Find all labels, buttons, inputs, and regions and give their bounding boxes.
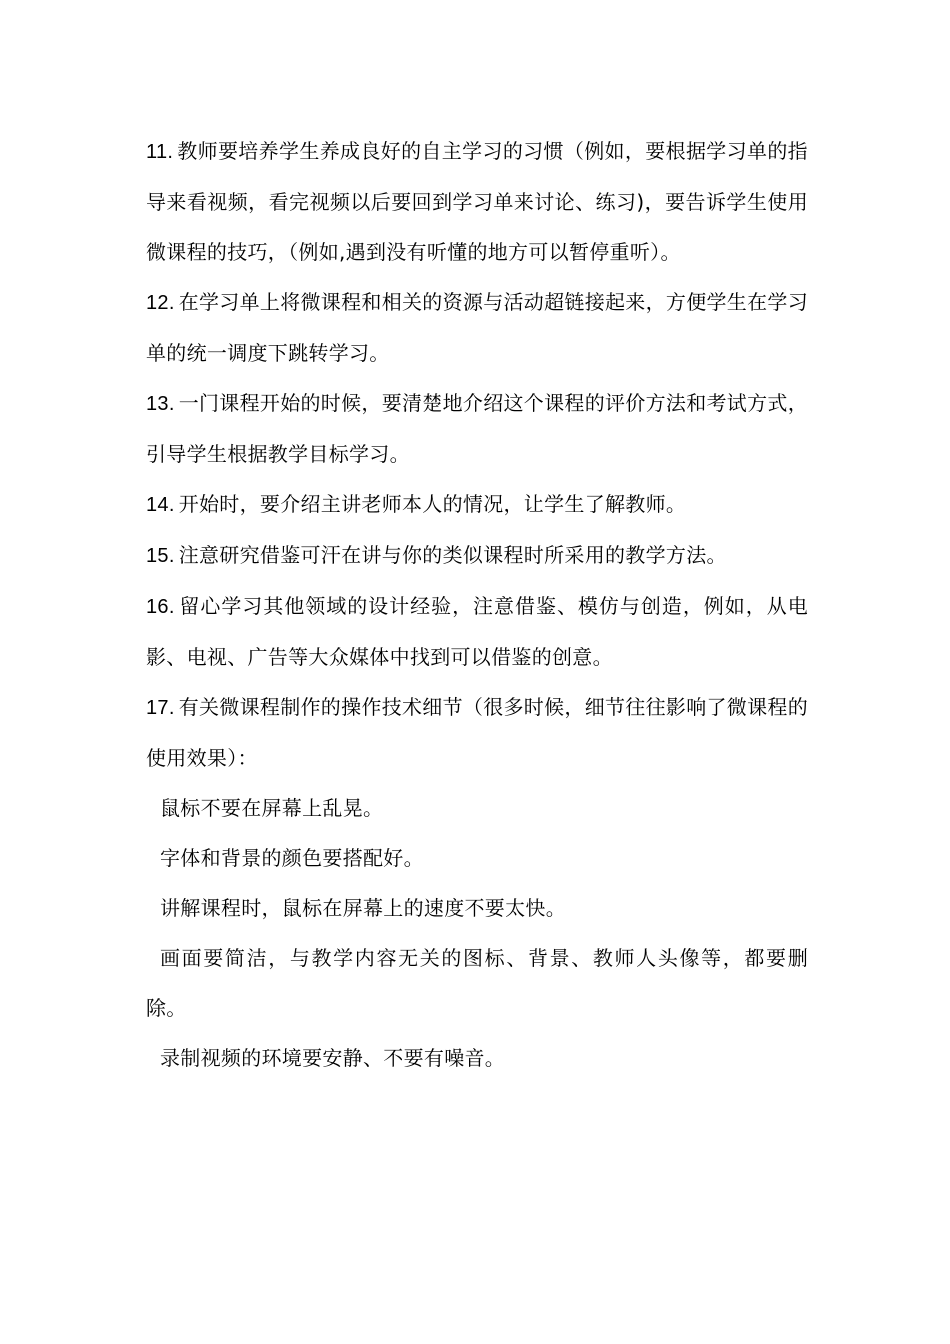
- item-number: 15.: [146, 545, 175, 567]
- item-text: 开始时，要介绍主讲老师本人的情况，让学生了解教师。: [178, 492, 687, 516]
- item-text: 注意研究借鉴可汗在讲与你的类似课程时所采用的教学方法。: [178, 543, 727, 567]
- item-text: 教师要培养学生养成良好的自主学习的习惯（例如，要根据学习单的指导来看视频，看完视频以后要回到学习单来讨论、练习)，要告诉学生使用微课程的技巧，（例如,遇到没有听懂的地方可以暂停重听）。: [146, 139, 808, 264]
- list-item-15: [146, 530, 808, 581]
- sub-item: 讲解课程时，鼠标在屏幕上的速度不要太快。: [160, 896, 566, 920]
- list-item-17: [146, 682, 808, 783]
- sub-item: 字体和背景的颜色要搭配好。: [160, 846, 424, 870]
- sub-item: 录制视频的环境要安静、不要有噪音。: [160, 1046, 506, 1070]
- item-text: 一门课程开始的时候，要清楚地介绍这个课程的评价方法和考试方式，引导学生根据教学目标学习。: [146, 391, 809, 466]
- list-item-11: [146, 126, 808, 277]
- item-number: 11.: [146, 141, 174, 163]
- item-number: 17.: [146, 697, 175, 719]
- item-number: 16.: [146, 596, 175, 618]
- item-number: 13.: [146, 393, 175, 415]
- sub-item: 鼠标不要在屏幕上乱晃。: [160, 796, 384, 820]
- item-number: 12.: [146, 292, 175, 314]
- list-item-16: [146, 581, 808, 682]
- document-body: [146, 126, 808, 1083]
- list-item-14: [146, 479, 808, 530]
- item-number: 14.: [146, 494, 175, 516]
- item-text: 在学习单上将微课程和相关的资源与活动超链接起来，方便学生在学习单的统一调度下跳转学习。: [146, 290, 809, 365]
- list-item-13: [146, 378, 808, 479]
- item-text: 留心学习其他领域的设计经验，注意借鉴、模仿与创造，例如，从电影、电视、广告等大众媒体中找到可以借鉴的创意。: [146, 594, 808, 669]
- list-item-12: [146, 277, 808, 378]
- sub-item: 画面要简洁，与教学内容无关的图标、背景、教师人头像等，都要删除。: [146, 946, 808, 1020]
- item-text: 有关微课程制作的操作技术细节（很多时候，细节往往影响了微课程的使用效果）：: [146, 695, 809, 770]
